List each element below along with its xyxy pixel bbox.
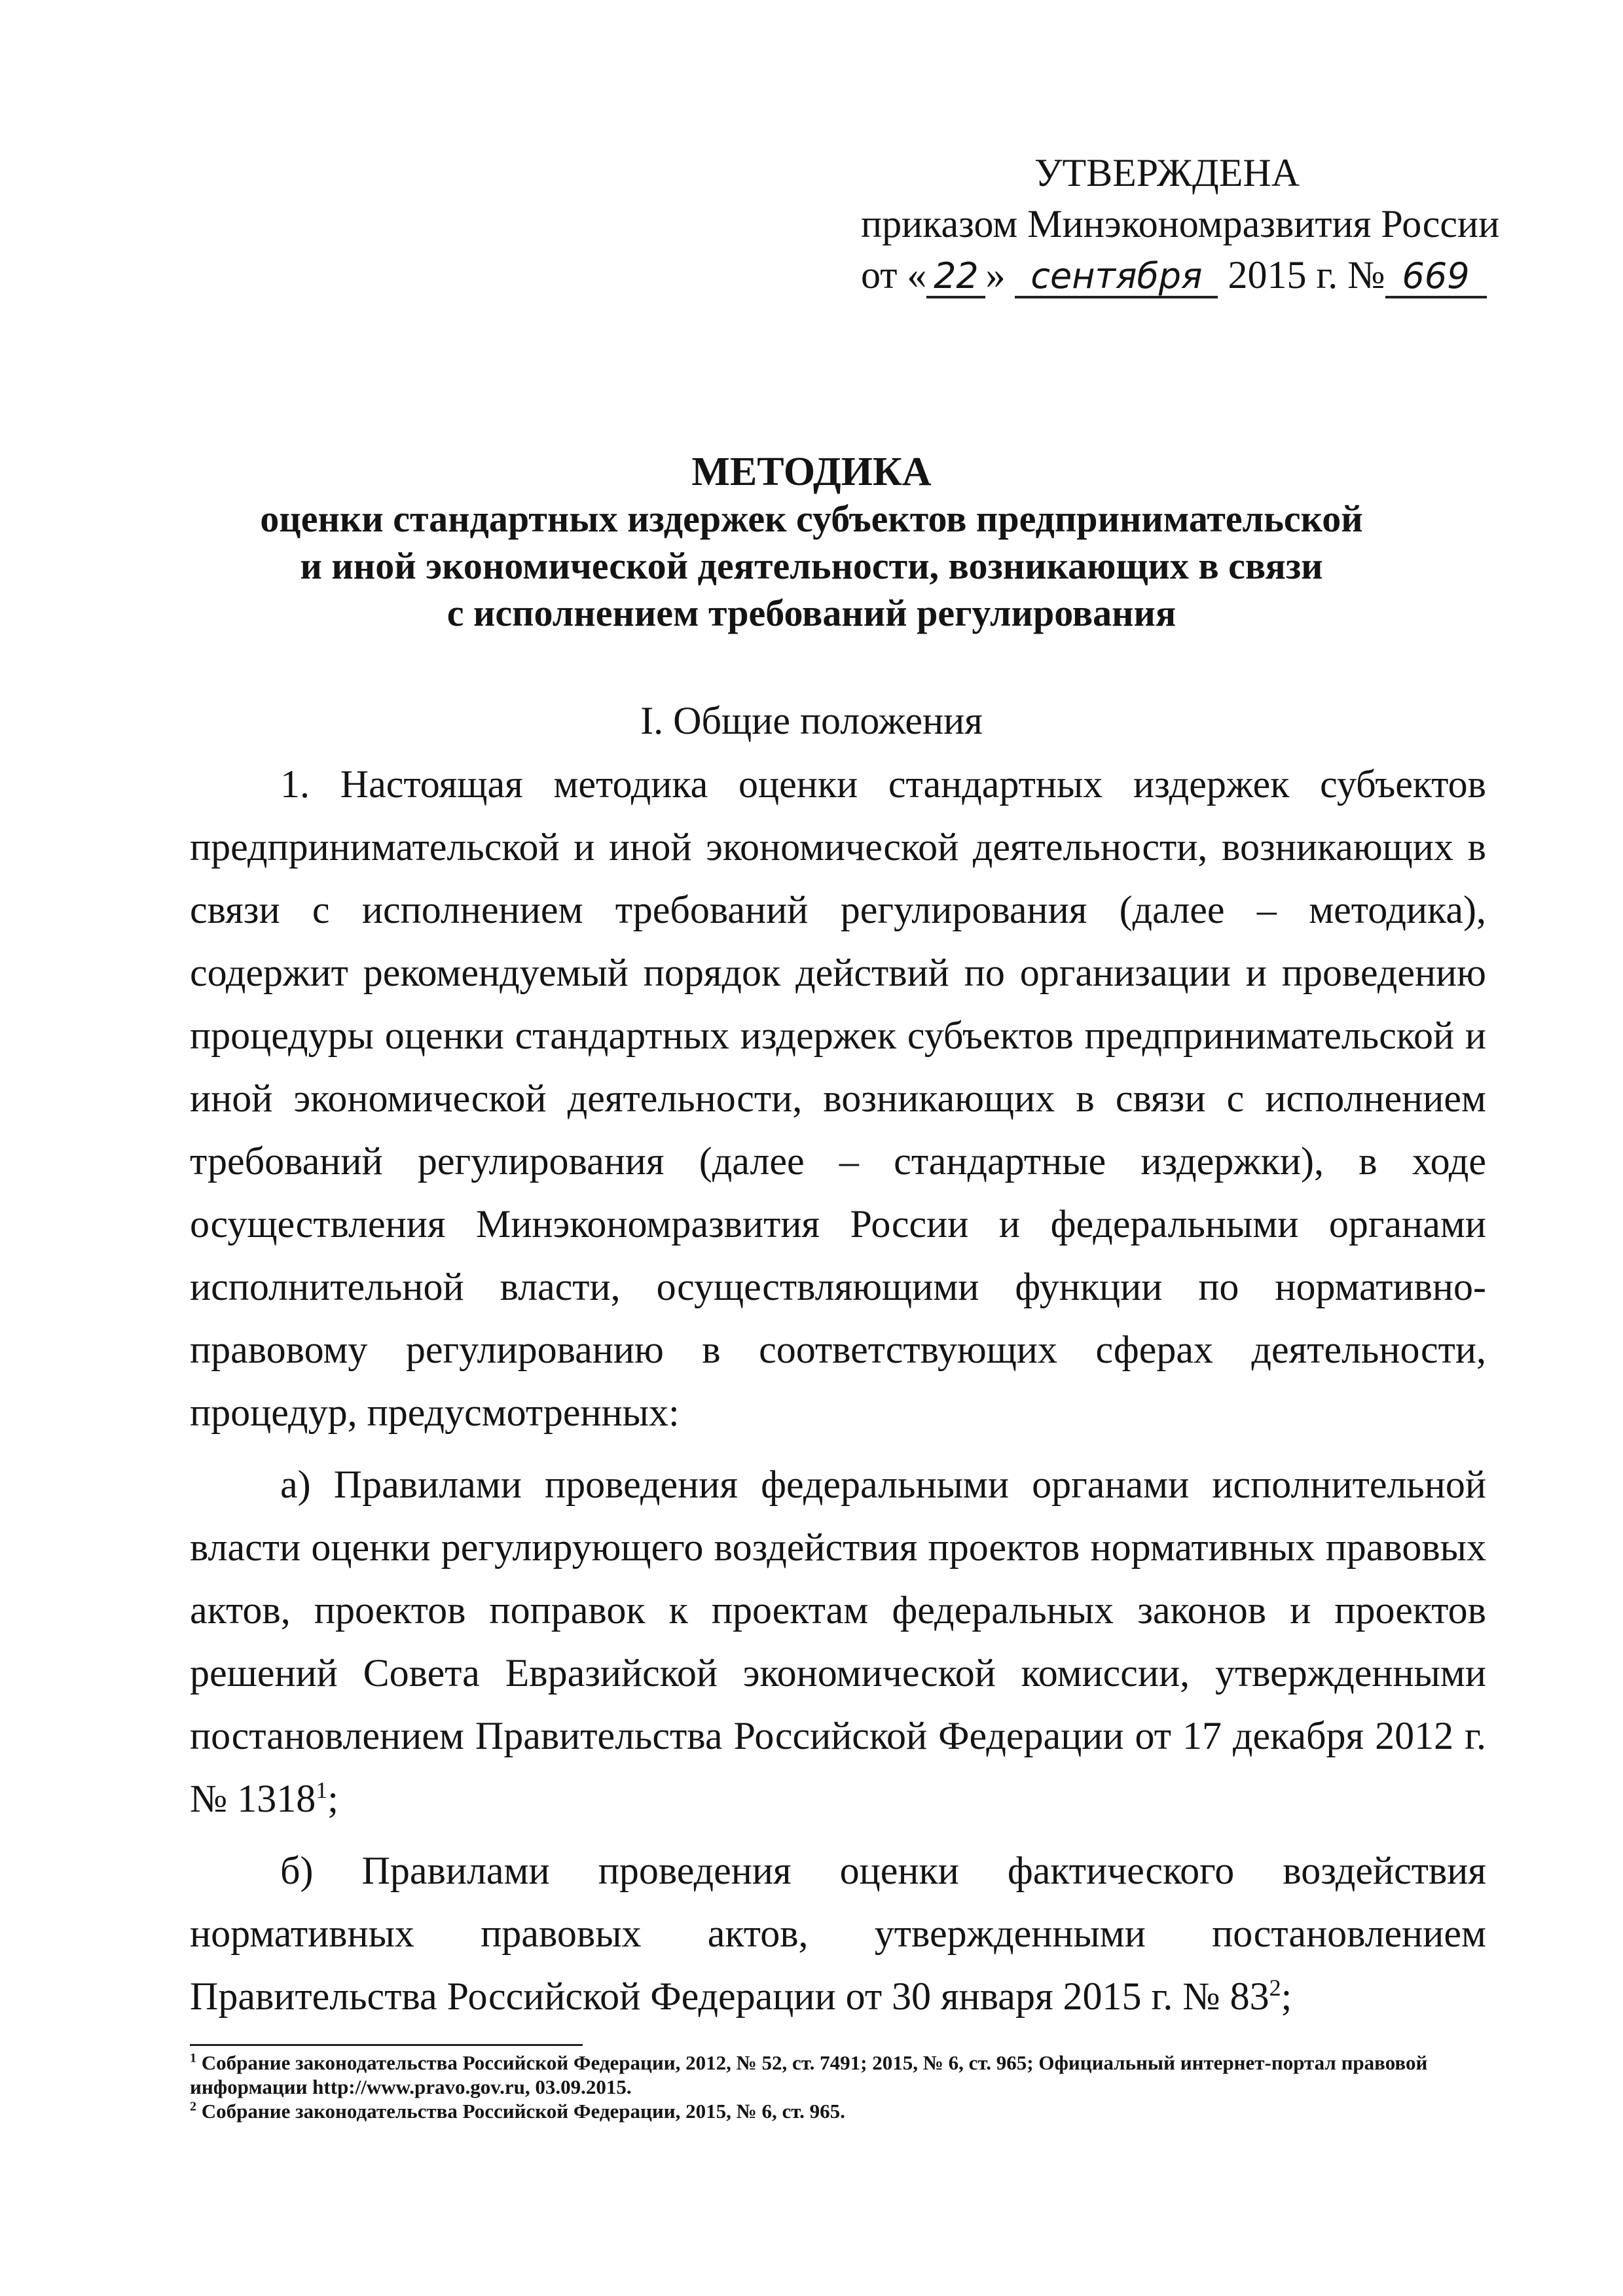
- section-heading: I. Общие положения: [640, 699, 983, 742]
- date-quote-close: »: [985, 253, 1006, 296]
- document-body: [190, 753, 1486, 2037]
- footnote-ref-1: 1: [316, 1777, 328, 1803]
- paragraph-b-text: б) Правилами проведения оценки фактического воздействия нормативных правовых актов, утвержденными постановлением Правительства Российской Федерации от 30 января 2015 г. № 83: [190, 1849, 1486, 2018]
- footnote-2: [190, 2099, 1489, 2123]
- title-line-3: с исполнением требований регулирования: [447, 592, 1176, 634]
- date-prefix: от «: [861, 253, 927, 296]
- document-title: [0, 448, 1623, 637]
- footnote-1-marker: 1: [190, 2051, 196, 2066]
- title-line-1: оценки стандартных издержек субъектов предпринимательской: [260, 497, 1363, 540]
- approval-status: УТВЕРЖДЕНА: [1034, 151, 1300, 194]
- footnote-1: [190, 2051, 1489, 2099]
- paragraph-a-text: а) Правилами проведения федеральными органами исполнительной власти оценки регулирующего воздействия проектов нормативных правовых актов, проектов поправок к проектам федеральных законов и проектов решений Совета Евразийской экономической комиссии, утвержденными постановлением Правительства Российской Федерации от 17 декабря 2012 г. № 1318: [190, 1463, 1486, 1820]
- handwritten-day: 22: [926, 257, 985, 298]
- paragraph-a-end: ;: [327, 1777, 338, 1820]
- footnote-2-text: Собрание законодательства Российской Федерации, 2015, № 6, ст. 965.: [196, 2100, 845, 2123]
- approval-issuer: приказом Минэкономразвития России: [861, 202, 1500, 245]
- footnote-divider: [190, 2044, 583, 2046]
- paragraph-b-end: ;: [1281, 1975, 1292, 2018]
- footnote-ref-2: 2: [1269, 1975, 1281, 2001]
- title-line-2: и иной экономической деятельности, возникающих в связи: [300, 545, 1323, 587]
- approval-stamp: [861, 147, 1516, 300]
- footnotes: [190, 2051, 1489, 2123]
- approval-date-line: [861, 249, 1516, 300]
- paragraph-b: [190, 1839, 1486, 2028]
- paragraph-a: [190, 1453, 1486, 1830]
- footnote-1-text: Собрание законодательства Российской Федерации, 2012, № 52, ст. 7491; 2015, № 6, ст. 965; Официальный интернет-портал правовой информации http://www.pravo.gov.ru, 03.09.2015.: [190, 2051, 1428, 2098]
- footnote-2-marker: 2: [190, 2099, 196, 2114]
- title-main: МЕТОДИКА: [691, 450, 932, 494]
- approval-year: 2015 г. №: [1228, 253, 1385, 296]
- handwritten-order-number: 669: [1385, 257, 1487, 298]
- handwritten-month: сентября: [1015, 257, 1218, 298]
- paragraph-1: 1. Настоящая методика оценки стандартных издержек субъектов предпринимательской и иной экономической деятельности, возникающих в связи с исполнением требований регулирования (далее – методика), содержит рекомендуемый порядок действий по организации и проведению процедуры оценки стандартных издержек субъектов предпринимательской и иной экономической деятельности, возникающих в связи с исполнением требований регулирования (далее – стандартные издержки), в ходе осуществления Минэкономразвития России и федеральными органами исполнительной власти, осуществляющими функции по нормативно-правовому регулированию в соответствующих сферах деятельности, процедур, предусмотренных:: [190, 762, 1486, 1434]
